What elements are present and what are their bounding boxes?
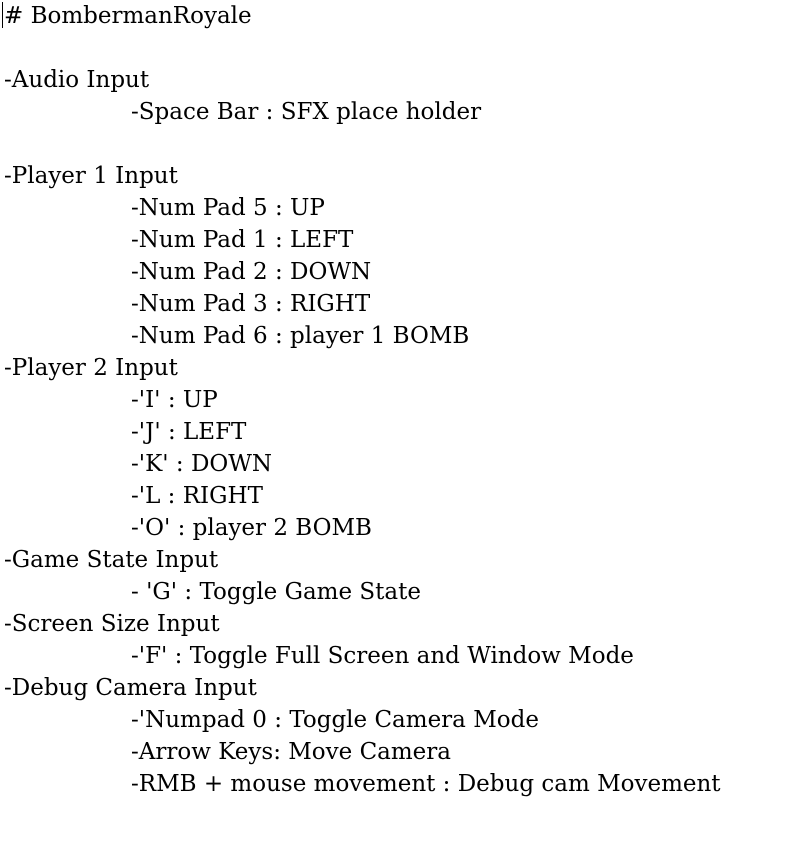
- list-item: -Num Pad 1 : LEFT: [131, 227, 354, 253]
- document-title: # BombermanRoyale: [4, 3, 252, 29]
- list-item: -Arrow Keys: Move Camera: [131, 739, 452, 765]
- list-item: -'I' : UP: [131, 387, 218, 413]
- list-item: -'F' : Toggle Full Screen and Window Mode: [131, 643, 634, 669]
- section-heading-player-2-input: -Player 2 Input: [4, 355, 178, 381]
- section-heading-debug-camera-input: -Debug Camera Input: [4, 675, 257, 701]
- list-item: -Space Bar : SFX place holder: [131, 99, 482, 125]
- section-heading-screen-size-input: -Screen Size Input: [4, 611, 220, 637]
- section-heading-audio-input: -Audio Input: [4, 67, 150, 93]
- list-item: - 'G' : Toggle Game State: [131, 579, 421, 605]
- list-item: -'L : RIGHT: [131, 483, 263, 509]
- list-item: -'O' : player 2 BOMB: [131, 515, 372, 541]
- section-heading-player-1-input: -Player 1 Input: [4, 163, 178, 189]
- list-item: -Num Pad 6 : player 1 BOMB: [131, 323, 470, 349]
- list-item: -'Numpad 0 : Toggle Camera Mode: [131, 707, 539, 733]
- list-item: -'K' : DOWN: [131, 451, 273, 477]
- text-cursor: [2, 2, 3, 28]
- list-item: -'J' : LEFT: [131, 419, 247, 445]
- list-item: -Num Pad 3 : RIGHT: [131, 291, 371, 317]
- list-item: -Num Pad 2 : DOWN: [131, 259, 372, 285]
- section-heading-game-state-input: -Game State Input: [4, 547, 219, 573]
- list-item: -Num Pad 5 : UP: [131, 195, 325, 221]
- list-item: -RMB + mouse movement : Debug cam Movement: [131, 771, 721, 797]
